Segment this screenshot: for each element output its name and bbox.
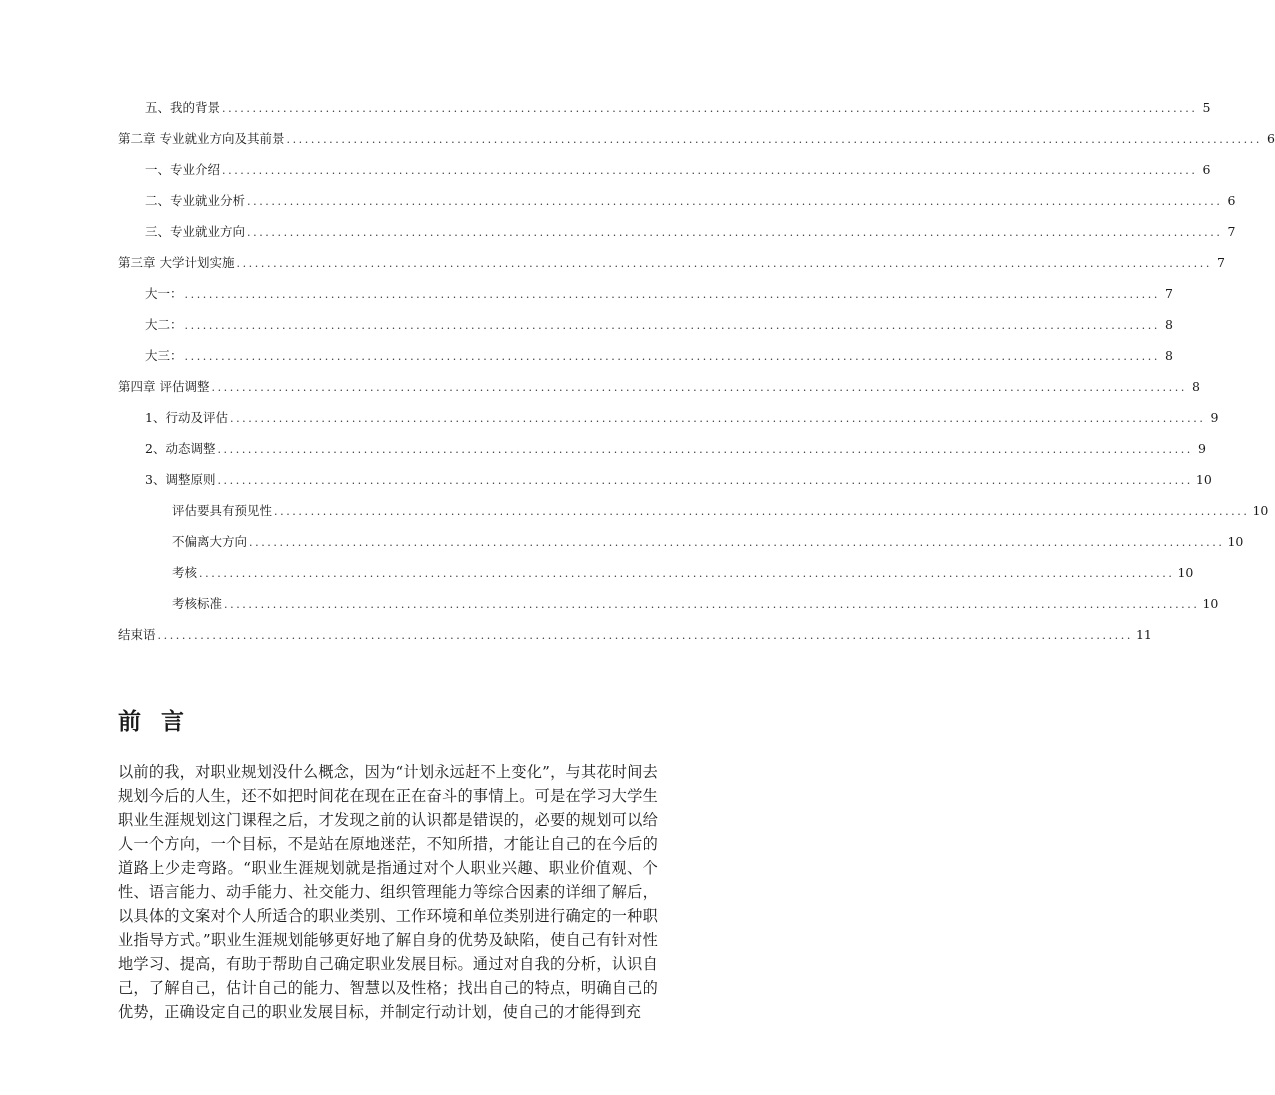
toc-entry-page: 7 [1216, 255, 1225, 270]
preface-paragraph: 以前的我，对职业规划没什么概念，因为“计划永远赶不上变化”，与其花时间去规划今后的人生，还不如把时间花在现在正在奋斗的事情上。可是在学习大学生职业生涯规划这门课程之后，才发现之前的认识都是错误的，必要的规划可以给人一个方向，一个目标，不是站在原地迷茫，不知所措，才能让自己的在今后的道路上少走弯路。“职业生涯规划就是指通过对个人职业兴趣、职业价值观、个性、语言能力、动手能力、社交能力、组织管理能力等综合因素的详细了解后，以具体的文案对个人所适合的职业类别、工作环境和单位类别进行确定的一种职业指导方式。”职业生涯规划能够更好地了解自身的优势及缺陷，使自己有针对性地学习、提高，有助于帮助自己确定职业发展目标。通过对自我的分析，认识自己，了解自己，估计自己的能力、智慧以及性格；找出自己的特点，明确自己的优势，正确设定自己的职业发展目标，并制定行动计划，使自己的才能得到充 [118, 763, 658, 1021]
toc-leader-dots: ................................................................................................................................................................ [222, 164, 1198, 177]
toc-entry-label: 三、专业就业方向 [145, 224, 246, 239]
toc-entry-page: 8 [1165, 317, 1173, 332]
toc-entry-label: 结束语 [118, 627, 156, 642]
toc-entry-page: 11 [1135, 627, 1152, 642]
toc-entry[interactable] [145, 470, 1212, 490]
toc-entry-page: 10 [1202, 596, 1219, 611]
preface-heading: 前 言 [118, 709, 191, 735]
toc-entry-label: 评估要具有预见性 [172, 503, 273, 518]
toc-entry-page: 7 [1227, 224, 1236, 239]
toc-entry-label: 五、我的背景 [145, 100, 221, 115]
toc-leader-dots: ................................................................................................................................................................ [247, 226, 1223, 239]
toc-entry[interactable] [118, 129, 1275, 149]
toc-entry[interactable] [145, 439, 1206, 459]
toc-leader-dots: ................................................................................................................................................................ [274, 505, 1250, 518]
toc-leader-dots: ................................................................................................................................................................ [211, 381, 1187, 394]
toc-entry-page: 8 [1165, 348, 1173, 363]
toc-entry-page: 9 [1197, 441, 1206, 456]
toc-leader-dots: ................................................................................................................................................................ [199, 567, 1175, 580]
toc-entry-page: 8 [1191, 379, 1200, 394]
toc-entry-page: 10 [1227, 534, 1244, 549]
toc-entry[interactable] [118, 377, 1200, 397]
toc-entry[interactable] [145, 160, 1211, 180]
toc-leader-dots: ................................................................................................................................................................ [229, 412, 1206, 425]
toc-entry-page: 10 [1252, 503, 1269, 518]
toc-entry-label: 考核标准 [172, 596, 223, 611]
toc-entry-label: 第四章 评估调整 [118, 379, 210, 394]
toc-entry[interactable] [145, 284, 1173, 304]
toc-leader-dots: ................................................................................................................................................................ [184, 319, 1160, 332]
toc-entry-label: 二、专业就业分析 [145, 193, 246, 208]
toc-leader-dots: ................................................................................................................................................................ [236, 257, 1212, 270]
toc-leader-dots: ................................................................................................................................................................ [184, 350, 1160, 363]
toc-entry[interactable] [145, 346, 1173, 366]
toc-entry-label: 考核 [172, 565, 198, 580]
toc-entry[interactable] [172, 532, 1244, 552]
toc-entry-page: 6 [1227, 193, 1236, 208]
toc-entry[interactable] [172, 501, 1269, 521]
toc-entry-page: 10 [1195, 472, 1212, 487]
toc-entry[interactable] [145, 408, 1219, 428]
toc-leader-dots: ................................................................................................................................................................ [224, 598, 1200, 611]
toc-entry[interactable] [118, 253, 1225, 273]
toc-leader-dots: ................................................................................................................................................................ [249, 536, 1225, 549]
toc-leader-dots: ................................................................................................................................................................ [286, 133, 1262, 146]
toc-entry-page: 6 [1266, 131, 1275, 146]
toc-entry-label: 不偏离大方向 [172, 534, 248, 549]
toc-entry-label: 一、专业介绍 [145, 162, 221, 177]
toc-entry[interactable] [145, 191, 1236, 211]
toc-entry-page: 6 [1202, 162, 1211, 177]
toc-entry-page: 10 [1177, 565, 1194, 580]
toc-entry-label: 第三章 大学计划实施 [118, 255, 235, 270]
toc-entry[interactable] [145, 98, 1211, 118]
toc-entry-label: 大三： [145, 348, 183, 363]
toc-entry-page: 9 [1210, 410, 1219, 425]
toc-entry[interactable] [145, 222, 1236, 242]
toc-leader-dots: ................................................................................................................................................................ [217, 474, 1193, 487]
toc-entry[interactable] [145, 315, 1173, 335]
toc-leader-dots: ................................................................................................................................................................ [217, 443, 1193, 456]
toc-entry-label: 1、行动及评估 [145, 410, 228, 425]
toc-entry-label: 大一： [145, 286, 183, 301]
toc-entry[interactable] [172, 563, 1194, 583]
toc-leader-dots: ................................................................................................................................................................ [247, 195, 1223, 208]
toc-entry-page: 5 [1202, 100, 1211, 115]
toc-entry-label: 第二章 专业就业方向及其前景 [118, 131, 285, 146]
toc-entry-label: 2、动态调整 [145, 441, 216, 456]
toc-entry-page: 7 [1165, 286, 1173, 301]
toc-leader-dots: ................................................................................................................................................................ [222, 102, 1198, 115]
toc-entry-label: 3、调整原则 [145, 472, 216, 487]
toc-entry[interactable] [118, 625, 1152, 645]
toc-entry[interactable] [172, 594, 1219, 614]
toc-leader-dots: ................................................................................................................................................................ [184, 288, 1160, 301]
toc-entry-label: 大二： [145, 317, 183, 332]
toc-leader-dots: ................................................................................................................................................................ [157, 629, 1133, 642]
